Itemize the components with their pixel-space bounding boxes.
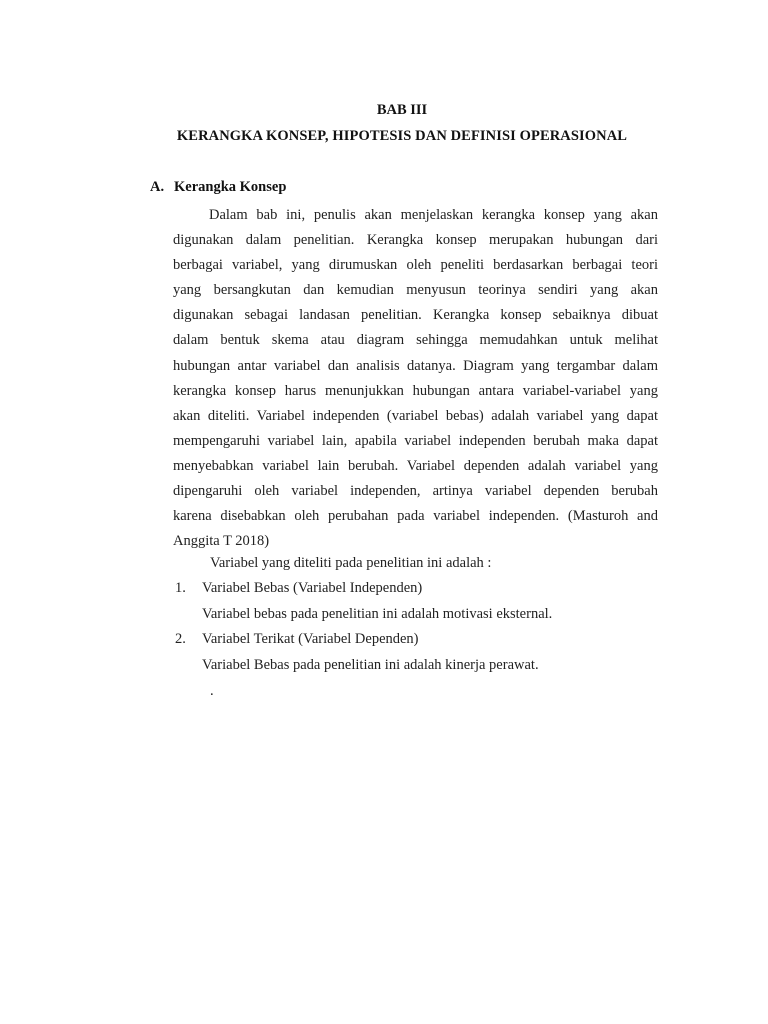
paragraph-line: yang bersangkutan dan kemudian menyusun teorinya sendiri yang akan bbox=[173, 282, 658, 299]
paragraph-line: menyebabkan variabel lain berubah. Variabel dependen adalah variabel yang bbox=[173, 457, 658, 474]
paragraph-line: karena disebabkan oleh perubahan pada variabel independen. (Masturoh and bbox=[173, 508, 658, 525]
variable-description: Variabel bebas pada penelitian ini adalah motivasi eksternal. bbox=[202, 606, 553, 622]
list-number: 2. bbox=[175, 631, 186, 647]
paragraph-line: mempengaruhi variabel lain, apabila variabel independen berubah maka dapat bbox=[173, 432, 658, 449]
paragraph-line: Anggita T 2018) bbox=[173, 533, 270, 550]
paragraph-line: berbagai variabel, yang dirumuskan oleh peneliti berdasarkan berbagai teori bbox=[173, 257, 658, 274]
section-letter: A. bbox=[150, 179, 165, 195]
paragraph-line: Dalam bab ini, penulis akan menjelaskan kerangka konsep yang akan bbox=[209, 207, 658, 223]
variable-description: Variabel Bebas pada penelitian ini adalah kinerja perawat. bbox=[202, 657, 539, 673]
variable-title: Variabel Bebas (Variabel Independen) bbox=[202, 580, 423, 596]
paragraph-line: digunakan sebagai landasan penelitian. Kerangka konsep sebaiknya dibuat bbox=[173, 307, 658, 324]
trailing-mark: . bbox=[210, 683, 214, 699]
chapter-title: KERANGKA KONSEP, HIPOTESIS DAN DEFINISI OPERASIONAL bbox=[176, 128, 628, 144]
body-paragraph bbox=[173, 203, 658, 554]
section-title: Kerangka Konsep bbox=[174, 179, 287, 195]
variables-intro: Variabel yang diteliti pada penelitian ini adalah : bbox=[210, 555, 492, 571]
paragraph-line: kerangka konsep harus menunjukkan hubungan antara variabel-variabel yang bbox=[173, 382, 658, 399]
chapter-number: BAB III bbox=[376, 102, 428, 118]
paragraph-line: akan diteliti. Variabel independen (variabel bebas) adalah variabel yang dapat bbox=[173, 407, 658, 424]
paragraph-line: hubungan antar variabel dan analisis datanya. Diagram yang tergambar dalam bbox=[173, 357, 658, 374]
paragraph-line: dalam bentuk skema atau diagram sehingga memudahkan untuk melihat bbox=[173, 332, 658, 349]
list-number: 1. bbox=[175, 580, 186, 596]
paragraph-line: digunakan dalam penelitian. Kerangka konsep merupakan hubungan dari bbox=[173, 232, 658, 249]
paragraph-line: dipengaruhi oleh variabel independen, artinya variabel dependen berubah bbox=[173, 483, 658, 500]
section-heading bbox=[150, 179, 286, 196]
variable-title: Variabel Terikat (Variabel Dependen) bbox=[202, 631, 419, 647]
